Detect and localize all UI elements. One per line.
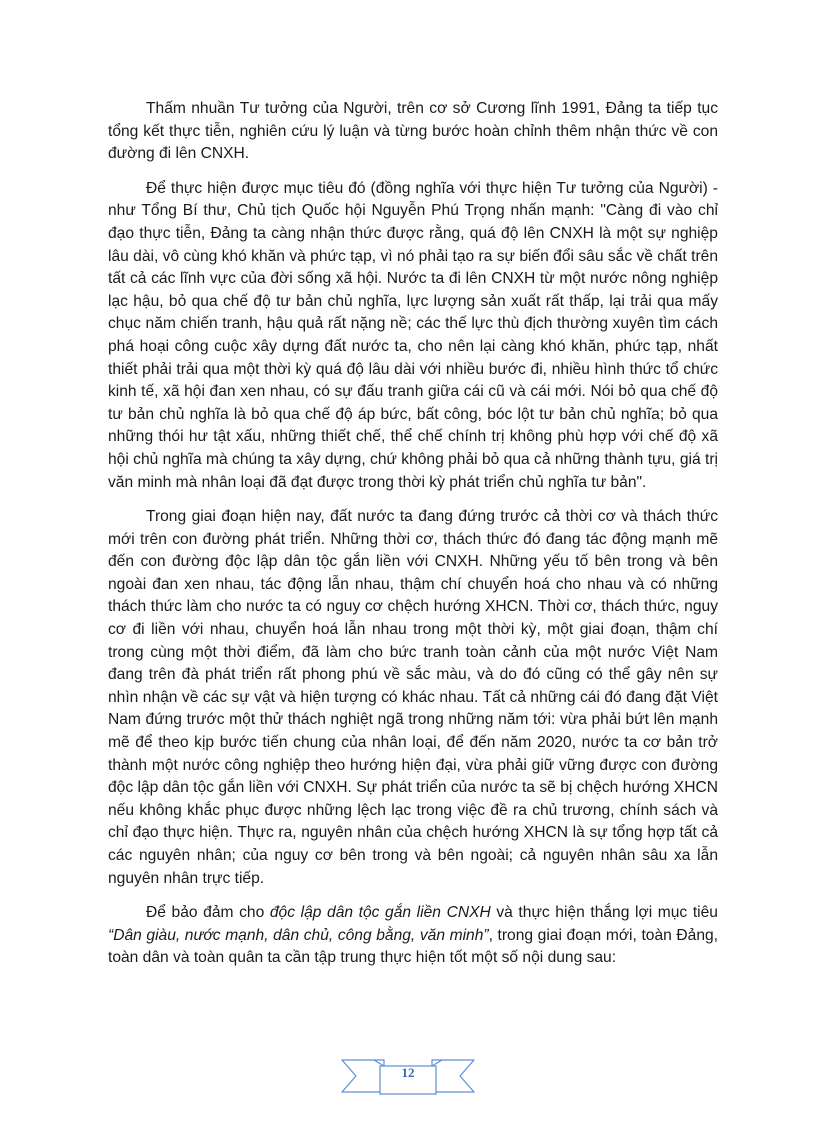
paragraph-4-italic-1: độc lập dân tộc gắn liền CNXH — [269, 904, 491, 922]
paragraph-3: Trong giai đoạn hiện nay, đất nước ta đang đứng trước cả thời cơ và thách thức mới trên con đường phát triển. Những thời cơ, thách thức đó đang tác động mạnh mẽ đến con đường độc lập dân tộc gắn liền với CNXH. Những yếu tố bên trong và bên ngoài đan xen nhau, tác động lẫn nhau, thậm chí chuyển hoá cho nhau và có những thách thức làm cho nước ta có nguy cơ chệch hướng XHCN. Thời cơ, thách thức, nguy cơ đi liền với nhau, chuyển hoá lẫn nhau trong một thời kỳ, một giai đoạn, thậm chí trong cùng một thời điểm, đã làm cho bức tranh toàn cảnh của một nước Việt Nam đang trên đà phát triển rất phong phú về sắc màu, và do đó cũng có thể gây nên sự nhìn nhận về các sự vật và hiện tượng có khác nhau. Tất cả những cái đó đang đặt Việt Nam đứng trước một thử thách nghiệt ngã trong những năm tới: vừa phải bứt lên mạnh mẽ để theo kịp bước tiến chung của nhân loại, để đến năm 2020, nước ta cơ bản trở thành một nước công nghiệp theo hướng hiện đại, vừa phải giữ vững được con đường độc lập dân tộc gắn liền với CNXH. Sự phát triển của nước ta sẽ bị chệch hướng XHCN nếu không khắc phục được những lệch lạc trong việc đề ra chủ trương, chính sách và chỉ đạo thực hiện. Thực ra, nguyên nhân của chệch hướng XHCN là sự tổng hợp tất cả các nguyên nhân; của nguy cơ bên trong và bên ngoài; cả nguyên nhân sâu xa lẫn nguyên nhân trực tiếp. — [108, 508, 718, 887]
paragraph-4-text-2: và thực hiện thắng lợi mục tiêu — [490, 904, 718, 922]
paragraph-1: Thấm nhuần Tư tưởng của Người, trên cơ sở Cương lĩnh 1991, Đảng ta tiếp tục tổng kết thực tiễn, nghiên cứu lý luận và từng bước hoàn chỉnh thêm nhận thức về con đường đi lên CNXH. — [108, 100, 718, 163]
paragraph-4-italic-2: “Dân giàu, nước mạnh, dân chủ, công bằng, văn minh” — [108, 926, 489, 944]
paragraph-4-text-1: Để bảo đảm cho — [146, 904, 270, 922]
page-footer — [340, 1052, 476, 1098]
document-body — [108, 98, 718, 982]
paragraph-4 — [108, 902, 718, 970]
page-number: 12 — [401, 1065, 415, 1080]
paragraph-4-text-3: , trong giai đoạn mới, toàn Đảng, toàn dân và toàn quân ta cần tập trung thực hiện tốt một số nội dung sau: — [108, 926, 719, 967]
paragraph-2: Để thực hiện được mục tiêu đó (đồng nghĩa với thực hiện Tư tưởng của Người) - như Tổng Bí thư, Chủ tịch Quốc hội Nguyễn Phú Trọng nhấn mạnh: "Càng đi vào chỉ đạo thực tiễn, Đảng ta càng nhận thức được rằng, quá độ lên CNXH là một sự nghiệp lâu dài, vô cùng khó khăn và phức tạp, vì nó phải tạo ra sự biến đổi sâu sắc về chất trên tất cả các lĩnh vực của đời sống xã hội. Nước ta đi lên CNXH từ một nước nông nghiệp lạc hậu, bỏ qua chế độ tư bản chủ nghĩa, lực lượng sản xuất rất thấp, lại trải qua mấy chục năm chiến tranh, hậu quả rất nặng nề; các thế lực thù địch thường xuyên tìm cách phá hoại công cuộc xây dựng đất nước ta, cho nên lại càng khó khăn, phức tạp, nhất thiết phải trải qua một thời kỳ quá độ lâu dài với nhiều bước đi, nhiều hình thức tổ chức kinh tế, xã hội đan xen nhau, có sự đấu tranh giữa cái cũ và cái mới. Nói bỏ qua chế độ tư bản chủ nghĩa là bỏ qua chế độ áp bức, bất công, bóc lột tư bản chủ nghĩa; bỏ qua những thói hư tật xấu, những thiết chế, thể chế chính trị không phù hợp với chế độ xã hội chủ nghĩa mà chúng ta xây dựng, chứ không phải bỏ qua cả những thành tựu, giá trị văn minh mà nhân loại đã đạt được trong thời kỳ phát triển chủ nghĩa tư bản". — [108, 179, 718, 491]
